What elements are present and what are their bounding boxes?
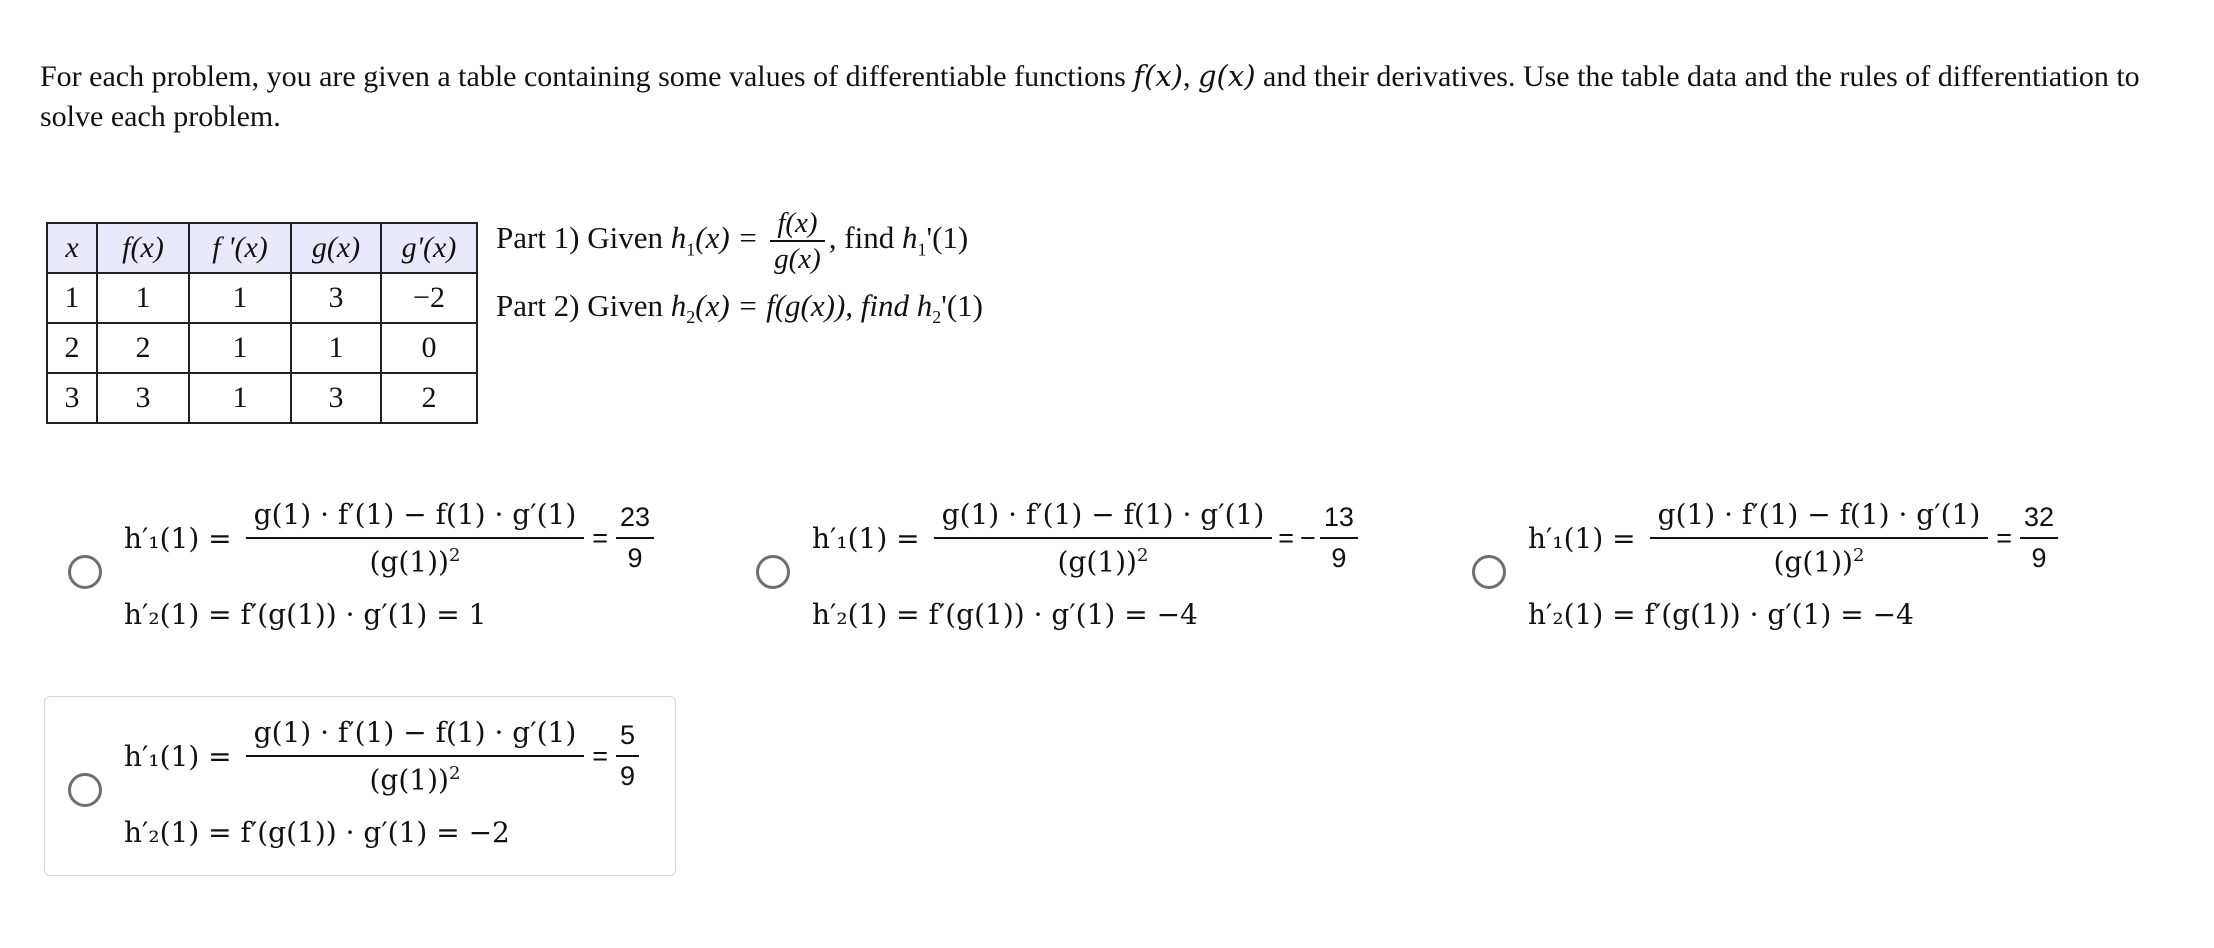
option-d-denominator [246,755,585,796]
table-row [47,273,477,323]
table-cell: 1 [189,323,291,373]
part-1 [496,206,968,276]
table-cell: 1 [291,323,381,373]
option-b-result [1320,502,1358,574]
part1-arg: (x) = [695,220,767,256]
table-cell: 2 [97,323,189,373]
part1-sub: 1 [686,239,696,260]
option-d-h1-lhs: h′₁(1) = [124,739,232,773]
option-b-denominator [934,537,1273,578]
table-cell: 1 [189,273,291,323]
part2-find-h: h [916,288,933,323]
option-a-numerator: g(1) · f′(1) − f(1) · g′(1) [253,498,577,531]
option-b-h1-line [812,498,1358,578]
part1-suffix: , find [828,220,902,256]
part2-find-arg: '(1) [941,288,983,323]
part1-h: h [670,220,687,256]
option-c-result [2020,502,2058,574]
part1-prefix: Part 1) Given [496,220,671,256]
table-cell: −2 [381,273,477,323]
table-cell: 1 [189,373,291,423]
part-2 [496,288,983,328]
header-fprime: f '(x) [189,223,291,273]
option-c-equals: = [1996,522,2013,553]
option-b-den-power: 2 [1136,545,1149,566]
radio-button-a[interactable] [68,555,102,589]
part1-find-h: h [901,220,918,256]
option-a-result-num: 23 [620,502,651,533]
option-a-result-den: 9 [616,537,654,574]
table-row [47,373,477,423]
header-g: g(x) [291,223,381,273]
part1-find-sub: 1 [917,239,927,260]
option-a-h1-lhs: h′₁(1) = [124,521,232,555]
option-c-h2-line: h′₂(1) = f′(g(1)) · g′(1) = −4 [1528,598,1914,631]
option-d-h1-line [124,716,639,796]
option-d-den-base: (g(1)) [369,763,449,797]
option-a-result [616,502,654,574]
option-a-den-base: (g(1)) [369,545,449,579]
header-x: x [47,223,97,273]
option-b-h1-lhs: h′₁(1) = [812,521,920,555]
table-header-row [47,223,477,273]
option-b-den-base: (g(1)) [1057,545,1137,579]
option-b-result-num: 13 [1323,502,1354,533]
option-b-fraction [934,498,1273,578]
radio-button-d[interactable] [68,773,102,807]
option-c-denominator [1650,537,1989,578]
option-b-equals: = [1278,522,1295,553]
f-of-x: f(x) [1133,59,1183,93]
option-d-numerator: g(1) · f′(1) − f(1) · g′(1) [253,716,577,749]
option-a-h1-line [124,498,654,578]
option-c-den-base: (g(1)) [1773,545,1853,579]
option-a-den-power: 2 [448,545,461,566]
option-d-result-den: 9 [616,755,639,792]
part2-h: h [670,288,687,323]
part1-fraction [770,206,825,276]
option-c-result-den: 9 [2020,537,2058,574]
radio-button-c[interactable] [1472,555,1506,589]
option-c-fraction [1650,498,1989,578]
option-c-result-num: 32 [2024,502,2055,533]
table-row [47,323,477,373]
option-b-result-den: 9 [1320,537,1358,574]
option-b-sign: − [1300,522,1316,553]
option-a-equals: = [592,522,609,553]
instructions-text-b: and their derivatives. Use the table data and the rules of differentiation to solve each problem. [40,60,2140,133]
g-of-x: g(x) [1197,59,1256,93]
table-cell: 3 [291,373,381,423]
table-cell: 1 [47,273,97,323]
option-a-fraction [246,498,585,578]
table-cell: 2 [47,323,97,373]
table-cell: 0 [381,323,477,373]
part2-rhs: (x) = f(g(x)), find [695,288,917,323]
part1-numerator: f(x) [777,207,818,239]
table-cell: 1 [97,273,189,323]
values-table [46,222,478,424]
part2-sub: 2 [686,307,696,328]
table-cell: 3 [47,373,97,423]
option-d-result [616,720,639,792]
option-d-equals: = [592,740,609,771]
header-gprime: g'(x) [381,223,477,273]
option-c-numerator: g(1) · f′(1) − f(1) · g′(1) [1657,498,1981,531]
option-c-den-power: 2 [1852,545,1865,566]
part1-find-arg: '(1) [926,220,969,256]
option-a-h2-line: h′₂(1) = f′(g(1)) · g′(1) = 1 [124,598,487,631]
table-cell: 3 [97,373,189,423]
option-c-h1-lhs: h′₁(1) = [1528,521,1636,555]
part2-prefix: Part 2) Given [496,288,671,323]
radio-button-b[interactable] [756,555,790,589]
part1-denominator: g(x) [770,240,825,276]
part2-find-sub: 2 [932,307,942,328]
table-cell: 2 [381,373,477,423]
option-d-result-num: 5 [620,720,636,751]
option-a-denominator [246,537,585,578]
instructions-sep: , [1182,60,1198,93]
table-cell: 3 [291,273,381,323]
option-c-h1-line [1528,498,2058,578]
option-b-h2-line: h′₂(1) = f′(g(1)) · g′(1) = −4 [812,598,1198,631]
option-d-den-power: 2 [448,763,461,784]
instructions-text-a: For each problem, you are given a table containing some values of differentiable functions [40,60,1134,93]
header-f: f(x) [97,223,189,273]
problem-instructions [40,56,2180,137]
option-b-numerator: g(1) · f′(1) − f(1) · g′(1) [941,498,1265,531]
option-d-fraction [246,716,585,796]
option-d-h2-line: h′₂(1) = f′(g(1)) · g′(1) = −2 [124,816,510,849]
